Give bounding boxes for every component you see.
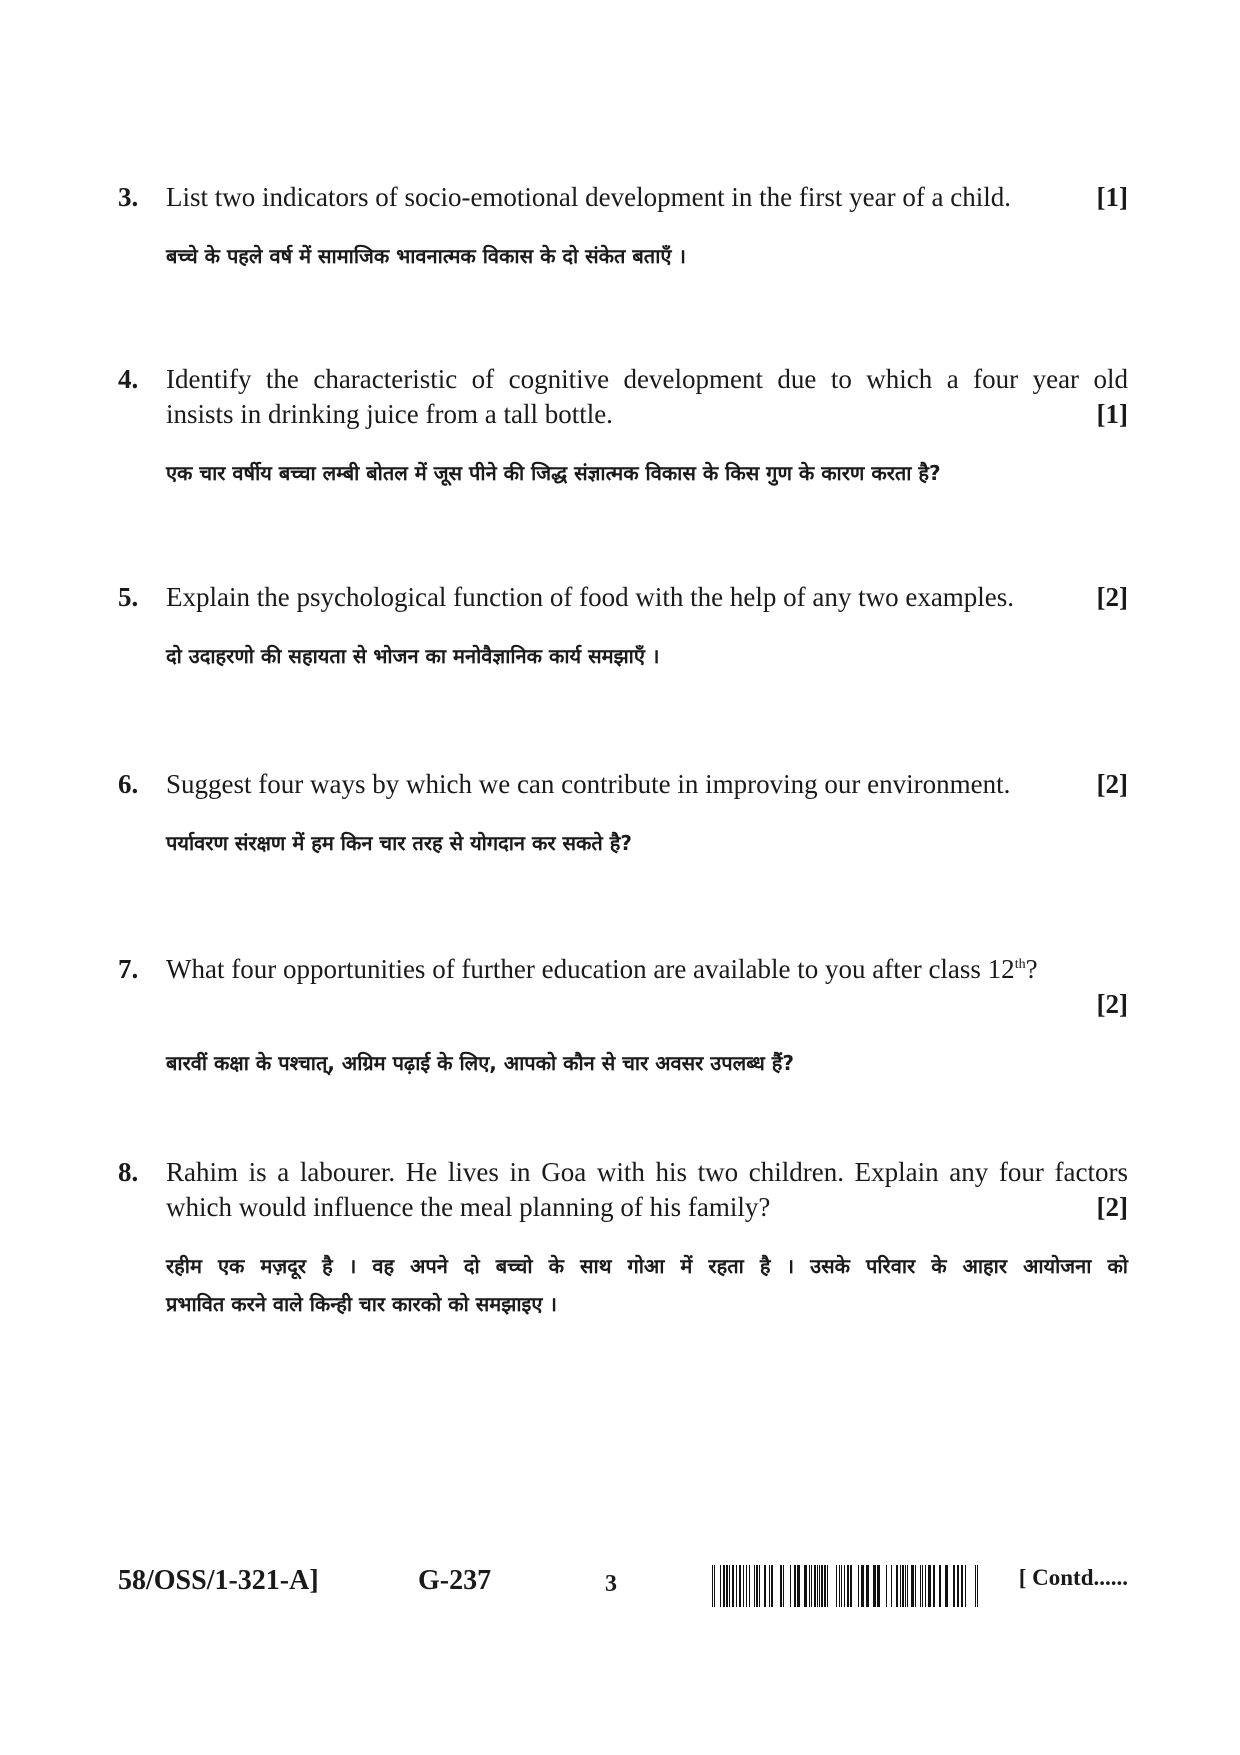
barcode-bar (891, 1565, 892, 1607)
marks-badge: [1] (1096, 182, 1128, 212)
question-text: Suggest four ways by which we can contribute in improving our environment. (166, 769, 1011, 799)
question-number: 7. (118, 954, 139, 984)
barcode-bar (746, 1565, 747, 1607)
barcode-bar (925, 1565, 926, 1607)
barcode-bar (841, 1565, 842, 1607)
question-hindi-text (118, 1247, 1128, 1323)
barcode-bar (965, 1565, 966, 1607)
question-hindi-text: दो उदाहरणो की सहायता से भोजन का मनोवैज्ञानिक कार्य समझाएँ । (166, 644, 660, 668)
barcode-bar (920, 1565, 921, 1607)
question-text-end: ? (1025, 954, 1038, 984)
question-hindi-text: बारवीं कक्षा के पश्चात्, अग्रिम पढ़ाई के लिए, आपको कौन से चार अवसर उपलब्ध हैं? (166, 1051, 794, 1075)
barcode-icon (712, 1565, 980, 1607)
question-number: 5. (118, 582, 139, 612)
barcode-bar (729, 1565, 730, 1607)
barcode-bar (754, 1565, 755, 1607)
barcode-bar (975, 1565, 976, 1607)
barcode-bar (723, 1565, 725, 1607)
barcode-bar (732, 1565, 734, 1607)
question-text: List two indicators of socio-emotional development in the first year of a child. (166, 182, 1012, 212)
barcode-bar (866, 1565, 869, 1607)
marks-badge: [2] (1096, 582, 1128, 612)
barcode-bar (817, 1565, 818, 1607)
question-7 (118, 952, 1128, 1082)
question-text (166, 954, 1038, 984)
barcode-bar (794, 1565, 796, 1607)
barcode-bar (847, 1565, 849, 1607)
page-number: 3 (605, 1571, 617, 1597)
barcode-bar (915, 1565, 916, 1607)
barcode-bar (819, 1565, 820, 1607)
barcode-bar (839, 1565, 840, 1607)
barcode-bar (726, 1565, 728, 1607)
question-text-line-2: which would influence the meal planning of his family? (166, 1192, 771, 1222)
barcode-bar (939, 1565, 941, 1607)
barcode-bar (756, 1565, 758, 1607)
barcode-bar (957, 1565, 959, 1607)
barcode-bar (824, 1565, 826, 1607)
barcode-bar (804, 1565, 807, 1607)
barcode-bar (850, 1565, 852, 1607)
marks-badge: [2] (1096, 989, 1128, 1019)
question-text-line-2: insists in drinking juice from a tall bottle. (166, 399, 613, 429)
barcode-bar (749, 1565, 750, 1607)
barcode-bar (836, 1565, 837, 1607)
hindi-line-2: प्रभावित करने वाले किन्ही चार कारको को समझाइए । (166, 1292, 557, 1316)
barcode-bar (922, 1565, 923, 1607)
barcode-bar (886, 1565, 887, 1607)
question-number: 8. (118, 1157, 139, 1187)
barcode-bar (821, 1565, 823, 1607)
question-number: 3. (118, 182, 139, 212)
barcode-bar (736, 1565, 737, 1607)
barcode-bar (814, 1565, 816, 1607)
question-number: 6. (118, 769, 139, 799)
barcode-bar (743, 1565, 744, 1607)
barcode-bar (902, 1565, 904, 1607)
barcode-bar (933, 1565, 935, 1607)
question-hindi-text: पर्यावरण संरक्षण में हम किन चार तरह से योगदान कर सकते है? (166, 831, 632, 855)
hindi-line-1: रहीम एक मज़दूर है । वह अपने दो बच्चो के साथ गोआ में रहता है । उसके परिवार के आहार आयोजना को (166, 1254, 1128, 1278)
barcode-bar (861, 1565, 864, 1607)
barcode-bar (811, 1565, 812, 1607)
barcode-bar (873, 1565, 876, 1607)
question-8 (118, 1155, 1128, 1323)
question-hindi-text: एक चार वर्षीय बच्चा लम्बी बोतल में जूस पीने की जिद्ध संज्ञात्मक विकास के किस गुण के कारण करता है? (166, 461, 941, 485)
barcode-bar (797, 1565, 800, 1607)
barcode-bar (877, 1565, 880, 1607)
question-text-main: What four opportunities of further education are available to you after class 12 (166, 954, 1015, 984)
barcode-bar (900, 1565, 901, 1607)
marks-badge: [2] (1096, 769, 1128, 799)
barcode-bar (739, 1565, 741, 1607)
question-3 (118, 180, 1128, 275)
barcode-bar (809, 1565, 810, 1607)
barcode-bar (953, 1565, 955, 1607)
barcode-bar (764, 1565, 766, 1607)
barcode-bar (759, 1565, 760, 1607)
barcode-bar (961, 1565, 963, 1607)
question-6 (118, 767, 1128, 862)
barcode-bar (783, 1565, 784, 1607)
barcode-bar (928, 1565, 931, 1607)
barcode-bar (769, 1565, 770, 1607)
barcode-bar (771, 1565, 773, 1607)
question-number: 4. (118, 364, 139, 394)
series-code: G-237 (418, 1565, 492, 1596)
barcode-bar (858, 1565, 859, 1607)
barcode-bar (844, 1565, 845, 1607)
marks-badge: [1] (1096, 399, 1128, 429)
barcode-bar (780, 1565, 782, 1607)
question-text: Explain the psychological function of food with the help of any two examples. (166, 582, 1015, 612)
question-text-line-1: Rahim is a labourer. He lives in Goa with his two children. Explain any four factors (166, 1157, 1128, 1187)
question-5 (118, 580, 1128, 675)
question-4 (118, 362, 1128, 492)
barcode-bar (905, 1565, 906, 1607)
barcode-bar (720, 1565, 721, 1607)
barcode-bar (896, 1565, 898, 1607)
barcode-bar (907, 1565, 908, 1607)
paper-code: 58/OSS/1-321-A] (118, 1565, 319, 1596)
barcode-bar (977, 1565, 978, 1607)
continued-label: [ Contd...... (1018, 1565, 1128, 1590)
question-text-line-1: Identify the characteristic of cognitive development due to which a four year old (166, 364, 1128, 394)
barcode-bar (827, 1565, 828, 1607)
barcode-bar (945, 1565, 948, 1607)
barcode-bar (714, 1565, 715, 1607)
barcode-bar (790, 1565, 791, 1607)
page-footer (118, 1565, 1128, 1613)
barcode-bar (712, 1565, 713, 1607)
question-hindi-text: बच्चे के पहले वर्ष में सामाजिक भावनात्मक विकास के दो संकेत बताएँ । (166, 244, 686, 268)
superscript-ordinal: th (1014, 957, 1026, 972)
marks-badge: [2] (1096, 1192, 1128, 1222)
barcode-bar (911, 1565, 914, 1607)
